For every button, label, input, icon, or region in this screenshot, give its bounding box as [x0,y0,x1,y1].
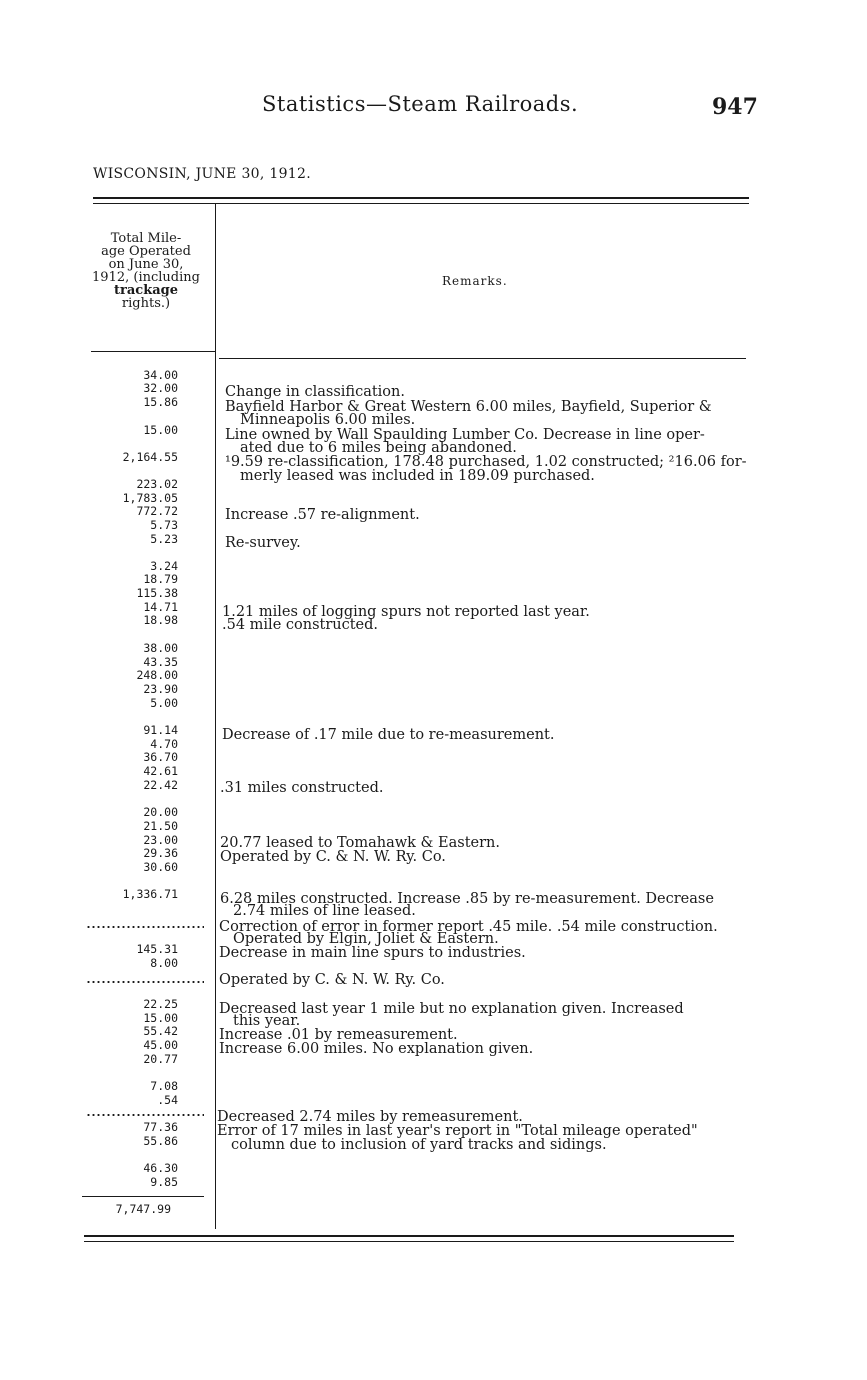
total-rule [82,1196,204,1197]
mileage-value: 223.02 [136,477,178,491]
remark-line: ¹9.59 re-classification, 178.48 purchased, 1.02 constructed; ²16.06 for- [225,454,747,470]
mileage-value: 42.61 [143,764,178,778]
remark-line: Decrease of .17 mile due to re-measurement. [222,727,555,743]
remark-line: Minneapolis 6.00 miles. [240,412,416,428]
mileage-value: 9.85 [150,1175,178,1189]
mileage-value: 5.00 [150,696,178,710]
mileage-value: 20.00 [143,805,178,819]
remark-line: Correction of error in former report .45 mile. .54 mile construction. [219,919,718,935]
header-underline-left [91,351,215,352]
remark-line: Re-survey. [225,535,301,551]
top-rule-2 [93,203,749,204]
header-line: trackage [114,283,178,298]
mileage-value: 29.36 [143,846,178,860]
top-rule-1 [93,197,749,199]
leader-dots [86,1114,204,1116]
remark-line: 20.77 leased to Tomahawk & Eastern. [220,835,500,851]
mileage-value: 55.42 [143,1024,178,1038]
mileage-value: 5.73 [150,518,178,532]
remark-line: Change in classification. [225,384,405,400]
mileage-column-header [76,232,216,310]
mileage-value: 14.71 [143,600,178,614]
header-line: rights.) [121,296,171,311]
remark-line: Operated by Elgin, Joliet & Eastern. [233,931,499,947]
remark-line: Operated by C. & N. W. Ry. Co. [219,972,445,988]
remark-line: 6.28 miles constructed. Increase .85 by re-measurement. Decrease [220,891,714,907]
mileage-value: 77.36 [143,1120,178,1134]
remarks-column-header: Remarks. [442,274,508,288]
mileage-value: .54 [157,1093,178,1107]
mileage-value: 7.08 [150,1079,178,1093]
header-line: Total Mile- [110,231,182,246]
remark-line: this year. [233,1013,301,1029]
bottom-rule-1 [84,1235,734,1237]
mileage-value: 55.86 [143,1134,178,1148]
mileage-value: 22.42 [143,778,178,792]
bottom-rule-2 [84,1241,734,1242]
remark-line: merly leased was included in 189.09 purchased. [240,468,595,484]
mileage-value: 3.24 [150,559,178,573]
remark-line: Line owned by Wall Spaulding Lumber Co. Decrease in line oper- [225,427,705,443]
leader-dots [86,981,204,983]
page-number: 947 [712,94,758,120]
mileage-value: 36.70 [143,750,178,764]
mileage-value: 145.31 [136,942,178,956]
column-divider [215,204,216,1229]
remark-line: Operated by C. & N. W. Ry. Co. [220,849,446,865]
mileage-value: 20.77 [143,1052,178,1066]
mileage-value: 2,164.55 [122,450,178,464]
remark-line: Decreased last year 1 mile but no explanation given. Increased [219,1001,684,1017]
mileage-value: 1,336.71 [122,887,178,901]
mileage-value: 22.25 [143,997,178,1011]
mileage-value: 34.00 [143,368,178,382]
mileage-value: 772.72 [136,504,178,518]
mileage-value: 30.60 [143,860,178,874]
mileage-value: 23.90 [143,682,178,696]
header-line: 1912, (including [92,270,200,285]
header-line: on June 30, [108,257,184,272]
mileage-value: 15.00 [143,1011,178,1025]
header-underline-right [219,358,746,359]
mileage-value: 32.00 [143,381,178,395]
mileage-value: 45.00 [143,1038,178,1052]
mileage-value: 248.00 [136,668,178,682]
mileage-value: 8.00 [150,956,178,970]
remark-line: Increase 6.00 miles. No explanation given. [219,1041,534,1057]
mileage-value: 38.00 [143,641,178,655]
mileage-value: 15.00 [143,423,178,437]
leader-dots [86,926,204,928]
mileage-value: 15.86 [143,395,178,409]
remark-line: ated due to 6 miles being abandoned. [240,440,517,456]
page-title: Statistics—Steam Railroads. [262,92,579,116]
header-line: age Operated [101,244,191,259]
remark-line: 1.21 miles of logging spurs not reported last year. [222,604,590,620]
remark-line: Error of 17 miles in last year's report in "Total mileage operated" [217,1123,698,1139]
mileage-value: 43.35 [143,655,178,669]
remark-line: Decreased 2.74 miles by remeasurement. [217,1109,523,1125]
mileage-value: 5.23 [150,532,178,546]
remark-line: Increase .01 by remeasurement. [219,1027,458,1043]
section-subtitle: WISCONSIN, JUNE 30, 1912. [93,166,311,182]
remark-line: Increase .57 re-alignment. [225,507,420,523]
mileage-value: 46.30 [143,1161,178,1175]
mileage-value: 4.70 [150,737,178,751]
mileage-value: 18.98 [143,613,178,627]
remark-line: 2.74 miles of line leased. [233,903,416,919]
mileage-value: 21.50 [143,819,178,833]
mileage-value: 115.38 [136,586,178,600]
mileage-value: 18.79 [143,572,178,586]
remark-line: Decrease in main line spurs to industries. [219,945,526,961]
total-mileage: 7,747.99 [115,1202,171,1216]
remark-line: .54 mile constructed. [222,617,379,633]
mileage-value: 23.00 [143,833,178,847]
mileage-value: 1,783.05 [122,491,178,505]
remark-line: column due to inclusion of yard tracks and sidings. [231,1137,607,1153]
remark-line: Bayfield Harbor & Great Western 6.00 miles, Bayfield, Superior & [225,399,712,415]
mileage-value: 91.14 [143,723,178,737]
remark-line: .31 miles constructed. [220,780,384,796]
